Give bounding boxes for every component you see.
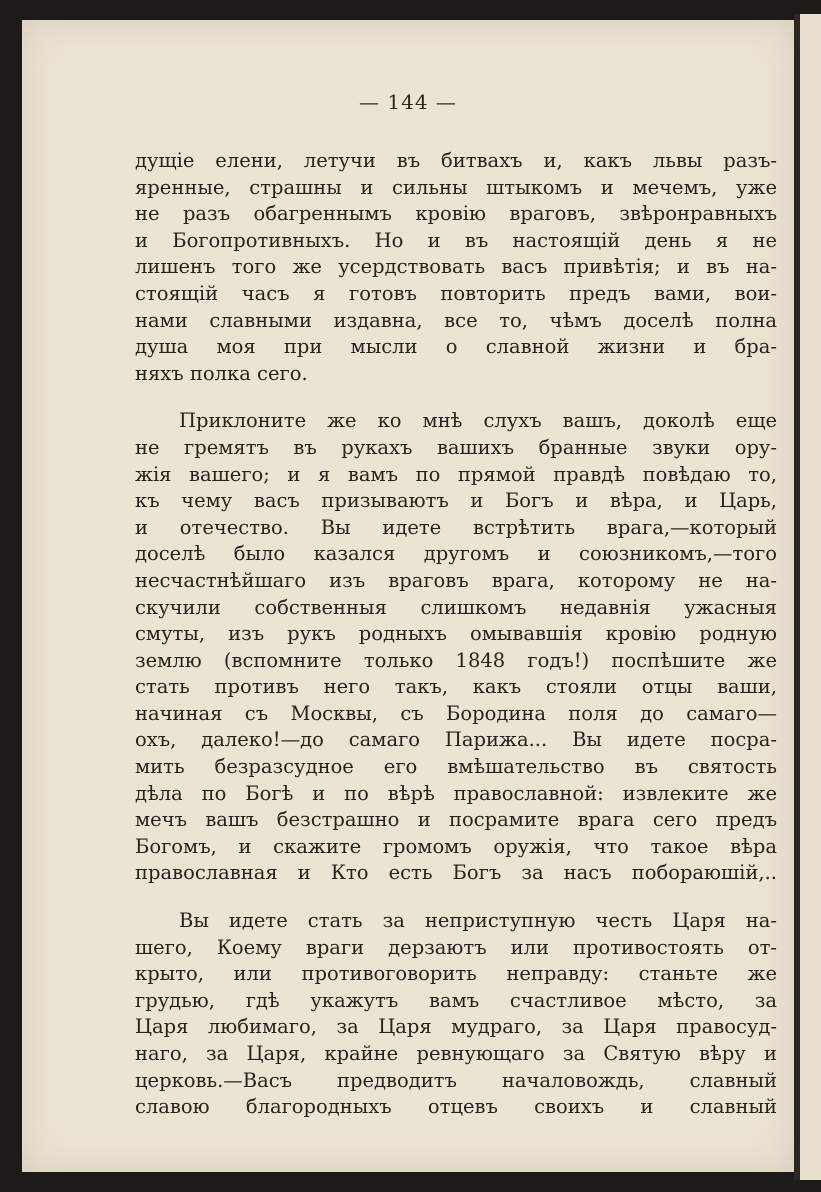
text-line: стоящій часъ я готовъ повторить предъ вами, вои- — [135, 281, 777, 305]
text-line: нами славными издавна, все то, чѣмъ доселѣ полна — [135, 308, 777, 332]
text-line: скучили собственныя слишкомъ недавнія ужасныя — [135, 595, 777, 619]
text-line: церковь.—Васъ предводитъ началовождь, славный — [135, 1068, 777, 1092]
text-line: славою благородныхъ отцевъ своихъ и славный — [135, 1095, 777, 1119]
text-line: яренные, страшны и сильны штыкомъ и мечемъ, уже — [135, 175, 777, 199]
body-text — [135, 148, 777, 1121]
text-line: лишенъ того же усердствовать васъ привѣтія; и въ на- — [135, 255, 777, 279]
text-line: дущіе елени, летучи въ битвахъ и, какъ львы разъ- — [135, 149, 777, 172]
text-line: Вы идете стать за неприступную честь Царя на- — [179, 909, 777, 933]
text-line: и отечество. Вы идете встрѣтить врага,—который — [135, 515, 777, 539]
text-line: не гремятъ въ рукахъ вашихъ бранные звуки ору- — [135, 435, 777, 459]
text-line: мить безразсудное его вмѣшательство въ святость — [135, 755, 777, 779]
text-line: охъ, далеко!—до самаго Парижа... Вы идете посра- — [135, 728, 777, 752]
text-line: крыто, или противоговорить неправду: станьте же — [135, 962, 777, 986]
text-line: къ чему васъ призываютъ и Богъ и вѣра, и Царь, — [135, 489, 777, 513]
next-page-edge — [800, 14, 821, 1180]
paragraph-2 — [135, 408, 777, 887]
text-line: и Богопротивныхъ. Но и въ настоящій день я не — [135, 228, 777, 252]
text-line: душа моя при мысли о славной жизни и бра- — [135, 335, 777, 359]
text-line: шего, Коему враги дерзаютъ или противостоять от- — [135, 935, 777, 959]
text-line: жія вашего; и я вамъ по прямой правдѣ повѣдаю то, — [135, 462, 777, 486]
text-line: доселѣ было казался другомъ и союзникомъ,—того — [135, 542, 777, 566]
book-page — [22, 20, 794, 1172]
text-line: няхъ полка сего. — [135, 361, 308, 385]
paragraph-3 — [135, 908, 777, 1121]
text-line: стать противъ него такъ, какъ стояли отцы ваши, — [135, 675, 777, 699]
text-line: смуты, изъ рукъ родныхъ омывавшія кровію родную — [135, 622, 777, 646]
text-line: не разъ обагреннымъ кровію враговъ, звѣронравныхъ — [135, 202, 777, 226]
text-line: несчастнѣйшаго изъ враговъ врага, которому не на- — [135, 568, 777, 592]
text-line: дѣла по Богѣ и по вѣрѣ православной: извлеките же — [135, 781, 777, 805]
book-gutter — [794, 14, 800, 1180]
text-line: наго, за Царя, крайне ревнующаго за Святую вѣру и — [135, 1042, 777, 1065]
text-line: мечъ вашъ безстрашно и посрамите врага сего предъ — [135, 808, 777, 832]
page-number: — 144 — — [359, 90, 457, 114]
text-line: начиная съ Москвы, съ Бородина поля до самаго— — [135, 701, 777, 725]
text-line: землю (вспомните только 1848 годъ!) поспѣшите же — [135, 648, 777, 672]
text-line: Богомъ, и скажите громомъ оружія, что такое вѣра — [135, 834, 777, 858]
text-line: грудью, гдѣ укажутъ вамъ счастливое мѣсто, за — [135, 988, 777, 1012]
text-line: Приклоните же ко мнѣ слухъ вашъ, доколѣ еще — [179, 409, 777, 433]
paragraph-1 — [135, 148, 777, 387]
text-line: православная и Кто есть Богъ за насъ побораюшій,.. — [135, 861, 777, 885]
text-line: Царя любимаго, за Царя мудраго, за Царя правосуд- — [135, 1015, 777, 1039]
